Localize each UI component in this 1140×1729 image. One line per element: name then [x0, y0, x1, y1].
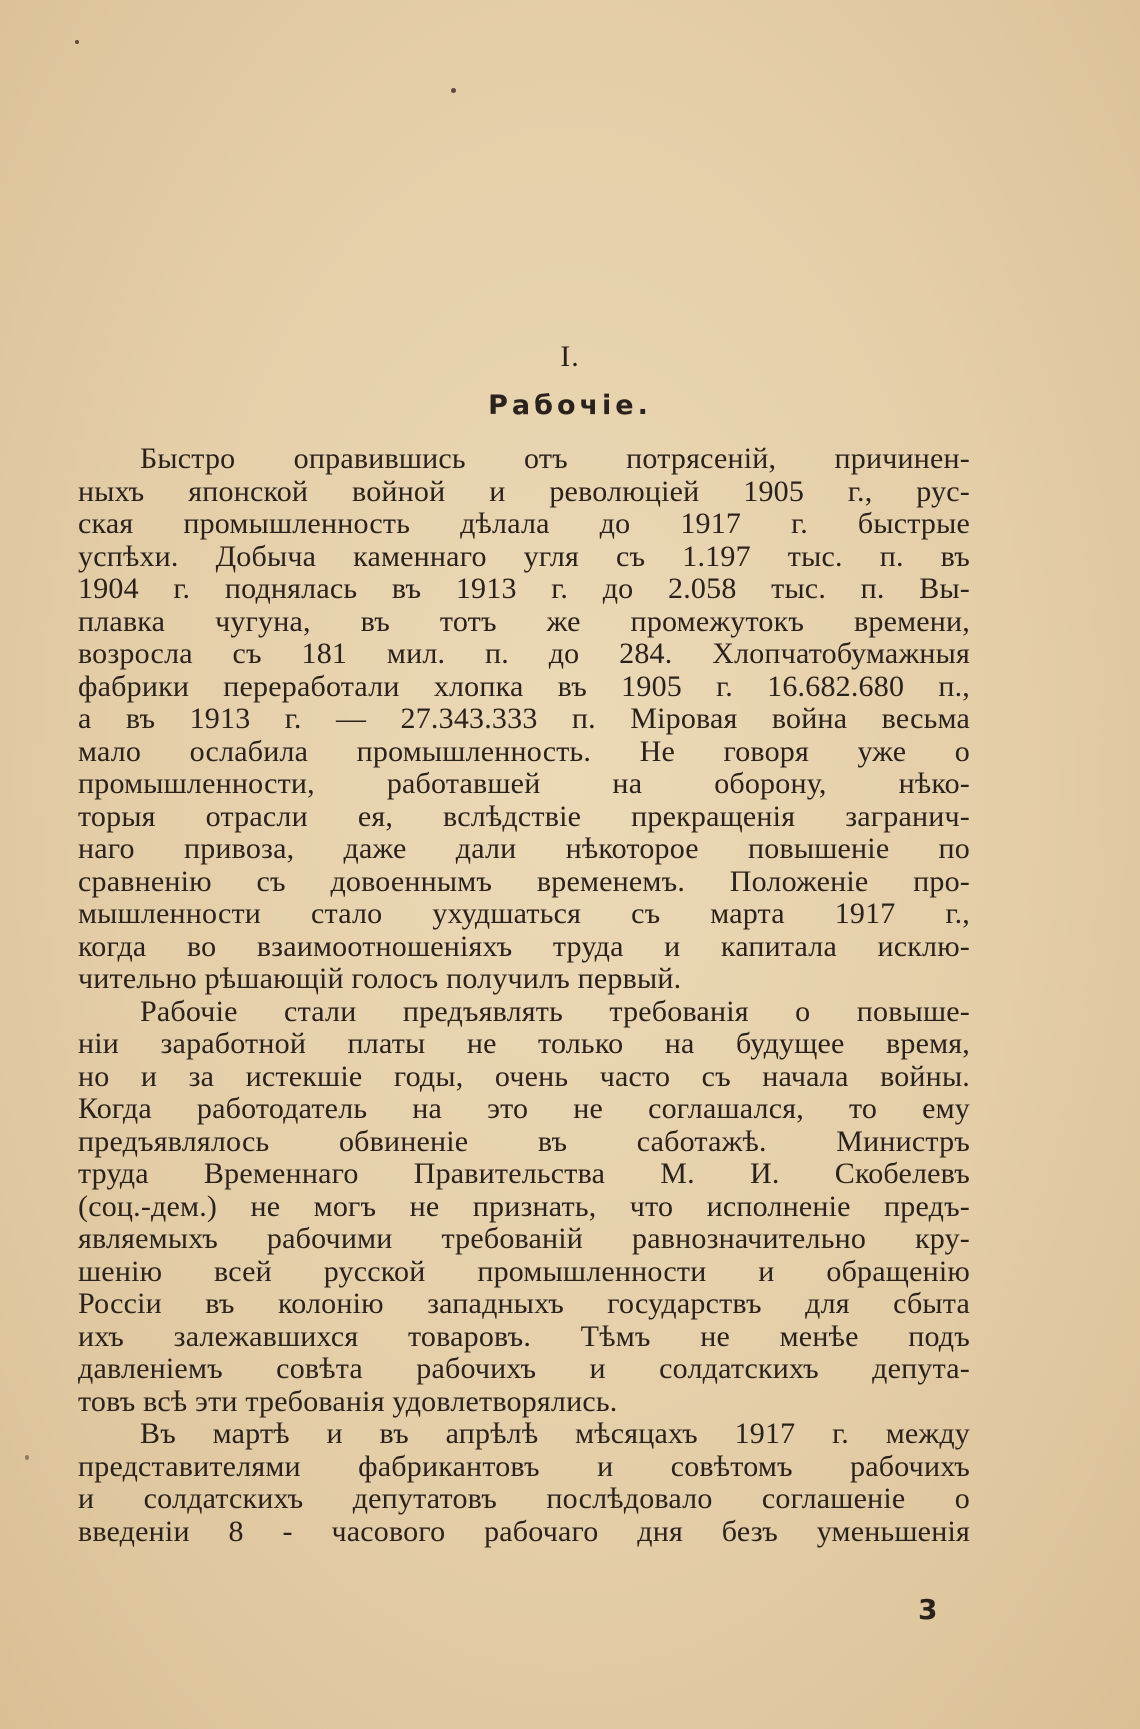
text-line: мало ослабила промышленность. Не говоря уже о [78, 734, 970, 768]
text-line: 1904 г. поднялась въ 1913 г. до 2.058 тыс. п. Вы- [78, 572, 970, 605]
text-line: возросла съ 181 мил. п. до 284. Хлопчатобумажныя [78, 637, 970, 670]
body-text [78, 443, 970, 1548]
chapter-title: Рабочіе. [488, 390, 652, 421]
text-line: плавка чугуна, въ тотъ же промежутокъ времени, [78, 604, 970, 638]
dust-speck [75, 40, 79, 44]
text-line: Въ мартѣ и въ апрѣлѣ мѣсяцахъ 1917 г. между [140, 1417, 970, 1450]
page-number: 3 [918, 1593, 938, 1626]
dust-speck [25, 1455, 29, 1460]
text-line: когда во взаимоотношеніяхъ труда и капитала исклю- [78, 929, 970, 963]
text-line: ская промышленность дѣлала до 1917 г. быстрые [78, 507, 970, 540]
chapter-number: I. [560, 340, 580, 373]
text-line: Когда работодатель на это не соглашался, то ему [78, 1092, 970, 1125]
text-line: ніи заработной платы не только на будущее время, [78, 1027, 970, 1060]
text-line: Быстро оправившись отъ потрясеній, причинен- [140, 442, 970, 475]
text-line: (соц.-дем.) не могъ не признать, что исполненіе предъ- [78, 1189, 970, 1223]
text-line: фабрики переработали хлопка въ 1905 г. 16.682.680 п., [78, 669, 970, 703]
text-line: товъ всѣ эти требованія удовлетворялись. [78, 1384, 618, 1418]
paragraph [78, 996, 970, 1419]
text-line: чительно рѣшающій голосъ получилъ первый. [78, 962, 682, 995]
text-line: шенію всей русской промышленности и обращенію [78, 1254, 970, 1288]
text-line: наго привоза, даже дали нѣкоторое повышеніе по [78, 832, 970, 865]
text-line: представителями фабрикантовъ и совѣтомъ рабочихъ [78, 1449, 970, 1483]
text-line: являемыхъ рабочими требованій равнозначительно кру- [78, 1222, 970, 1255]
text-line: сравненію съ довоеннымъ временемъ. Положеніе про- [78, 864, 970, 898]
text-line: мышленности стало ухудшаться съ марта 1917 г., [78, 897, 970, 930]
text-line: введеніи 8 - часового рабочаго дня безъ уменьшенія [78, 1514, 970, 1548]
text-line: торыя отрасли ея, вслѣдствіе прекращенія загранич- [78, 799, 970, 833]
text-line: но и за истекшіе годы, очень часто съ начала войны. [78, 1059, 970, 1093]
text-line: ныхъ японской войной и революціей 1905 г., рус- [78, 474, 970, 508]
text-line: труда Временнаго Правительства М. И. Скобелевъ [78, 1157, 970, 1190]
text-line: Россіи въ колонію западныхъ государствъ для сбыта [78, 1287, 970, 1320]
paragraph [78, 1418, 970, 1548]
text-line: успѣхи. Добыча каменнаго угля съ 1.197 тыс. п. въ [78, 539, 970, 573]
text-line: Рабочіе стали предъявлять требованія о повыше- [140, 994, 970, 1028]
dust-speck [451, 88, 456, 93]
paragraph [78, 443, 970, 996]
text-line: давленіемъ совѣта рабочихъ и солдатскихъ депута- [78, 1352, 970, 1385]
text-line: ихъ залежавшихся товаровъ. Тѣмъ не менѣе подъ [78, 1319, 970, 1353]
text-line: а въ 1913 г. — 27.343.333 п. Міровая война весьма [78, 702, 970, 735]
text-line: промышленности, работавшей на оборону, нѣко- [78, 767, 970, 800]
text-line: предъявлялось обвиненіе въ саботажѣ. Министръ [78, 1124, 970, 1158]
text-line: и солдатскихъ депутатовъ послѣдовало соглашеніе о [78, 1482, 970, 1515]
